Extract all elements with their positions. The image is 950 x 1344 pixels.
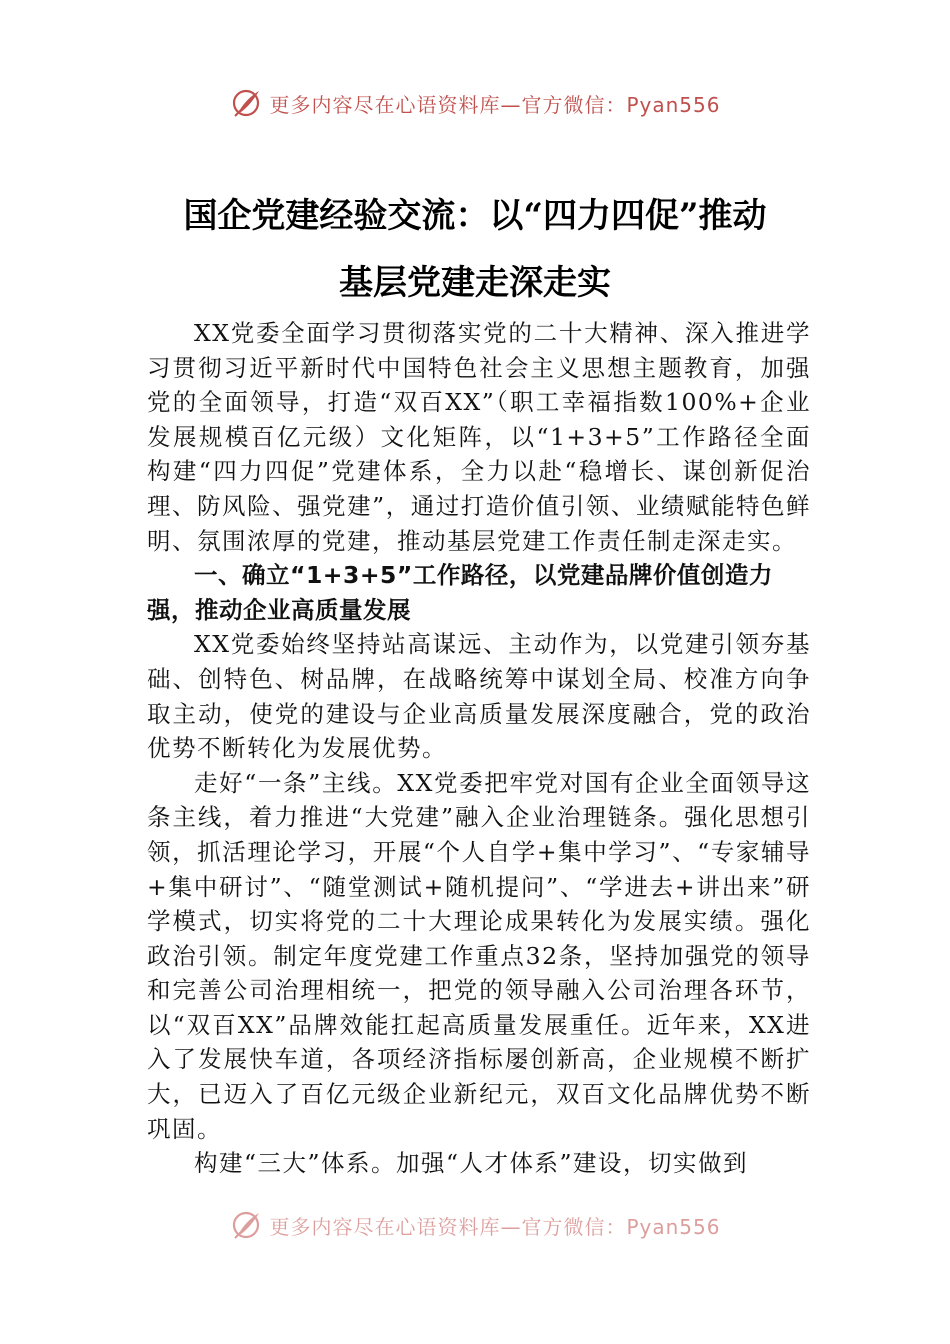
intro-paragraph: XX党委全面学习贯彻落实党的二十大精神、深入推进学习贯彻习近平新时代中国特色社会主义思想主题教育，加强党的全面领导，打造“双百XX”（职工幸福指数100%+企业发展规模百亿元级）文化矩阵，以“1+3+5”工作路径全面构建“四力四促”党建体系，全力以赴“稳增长、谋创新促治理、防风险、强党建”，通过打造价值引领、业绩赋能特色鲜明、氛围浓厚的党建，推动基层党建工作责任制走深走实。 [147,319,811,555]
body-paragraph: 走好“一条”主线。XX党委把牢党对国有企业全面领导这条主线，着力推进“大党建”融入企业治理链条。强化思想引领，抓活理论学习，开展“个人自学+集中学习”、“专家辅导+集中研讨”、“随堂测试+随机提问”、“学进去+讲出来”研学模式，切实将党的二十大理论成果转化为发展实绩。强化政治引领。制定年度党建工作重点32条，坚持加强党的领导和完善公司治理相统一，把党的领导融入公司治理各环节，以“双百XX”品牌效能扛起高质量发展重任。近年来，XX进入了发展快车道，各项经济指标屡创新高，企业规模不断扩大，已迈入了百亿元级企业新纪元，双百文化品牌优势不断巩固。 [147,768,811,1143]
document-title-line-2: 基层党建走深走实 [339,263,611,303]
section-heading: 一、确立“1+3+5”工作路径，以党建品牌价值创造力强，推动企业高质量发展 [147,561,773,624]
quill-logo-icon [229,1208,263,1242]
watermark-text: 更多内容尽在心语资料库—官方微信：Pyan556 [269,92,721,117]
watermark-text: 更多内容尽在心语资料库—官方微信：Pyan556 [269,1214,721,1239]
body-paragraph: XX党委始终坚持站高谋远、主动作为，以党建引领夯基础、创特色、树品牌，在战略统筹中谋划全局、校准方向争取主动，使党的建设与企业高质量发展深度融合，党的政治优势不断转化为发展优势。 [147,630,811,763]
quill-logo-icon [229,86,263,120]
body-paragraph: 构建“三大”体系。加强“人才体系”建设，切实做到 [194,1149,749,1178]
watermark-footer [0,1210,950,1240]
watermark-header [0,86,950,120]
document-body [147,316,811,1181]
document-title-line-1: 国企党建经验交流：以“四力四促”推动 [183,196,767,236]
